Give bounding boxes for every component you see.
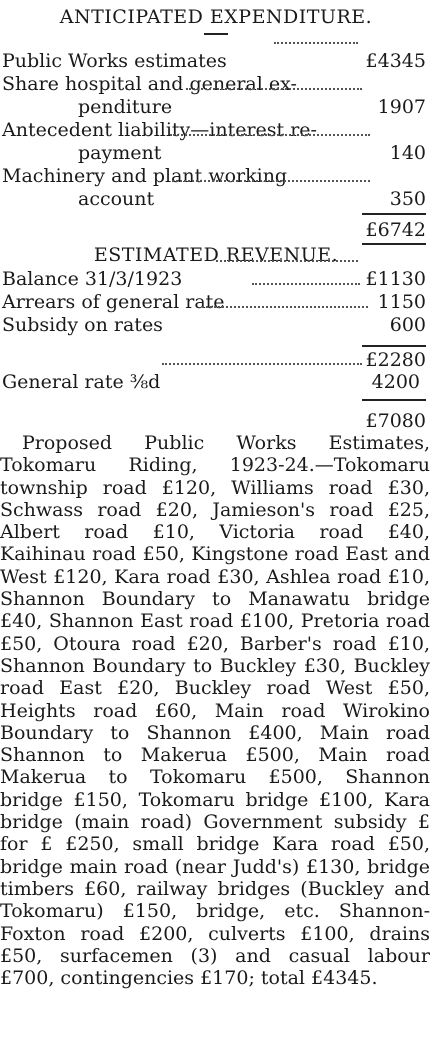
expenditure-amount: 140 — [389, 142, 426, 164]
leader-dots — [252, 283, 360, 285]
expenditure-label: payment — [78, 142, 162, 164]
revenue-label: Balance 31/3/1923 — [2, 268, 183, 290]
leader-dots — [186, 88, 362, 90]
leader-dots — [162, 363, 362, 365]
leader-dots — [170, 134, 370, 136]
revenue-amount: 600 — [389, 314, 426, 336]
expenditure-total: £6742 — [365, 219, 426, 241]
heading-rule — [204, 33, 228, 35]
revenue-label: Subsidy on rates — [2, 314, 163, 336]
expenditure-amount: £4345 — [365, 50, 426, 72]
revenue-subtotal: £2280 — [365, 349, 426, 371]
revenue-total: £7080 — [365, 410, 426, 432]
expenditure-amount: 350 — [389, 188, 426, 210]
leader-dots — [172, 180, 370, 182]
expenditure-label: penditure — [78, 96, 173, 118]
expenditure-heading: ANTICIPATED EXPENDITURE. — [59, 6, 373, 28]
public-works-estimates-paragraph: Proposed Public Works Estimates, Tokomaru Riding, 1923-24.—Tokomaru township road £120, Williams road £30, Schwass road £20, Jamieson's road £25, Albert road £10, Victoria road £40, Kaihinau road £50, Kingstone road East and West £120, Kara road £30, Ashlea road £10, Shannon Boundary to Manawatu bridge £40, Shannon East road £100, Pretoria road £50, Otoura road £20, Barber's road £10, Shannon Boundary to Buckley £30, Buckley road East £20, Buckley road West £50, Heights road £60, Main road Wirokino Boundary to Shannon £400, Main road Shannon to Makerua £500, Main road Makerua to Tokomaru £500, Shannon bridge £150, Tokomaru bridge £100, Kara bridge (main road) Government subsidy £ for £ £250, small bridge Kara road £50, bridge main road (near Judd's) £130, bridge timbers £60, railway bridges (Buckley and Tokomaru) £150, bridge, etc. Shannon-Foxton road £200, culverts £100, drains £50, surfacemen (3) and casual labour £700, contingencies £170; total £4345. — [0, 432, 430, 990]
expenditure-label: Machinery and plant working — [2, 165, 288, 187]
sum-rule — [362, 399, 426, 401]
general-rate-amount: 4200 — [371, 371, 420, 393]
revenue-heading: ESTIMATED REVENUE. — [93, 244, 339, 266]
expenditure-label: Share hospital and general ex- — [2, 73, 297, 95]
leader-dots — [274, 42, 358, 44]
sum-rule — [362, 345, 426, 347]
expenditure-label: Public Works estimates — [2, 50, 227, 72]
revenue-label: Arrears of general rate — [2, 291, 225, 313]
general-rate-label: General rate ⅜d — [2, 371, 161, 393]
sum-rule — [362, 213, 426, 215]
expenditure-label: account — [78, 188, 155, 210]
expenditure-label: Antecedent liability—interest re- — [2, 119, 317, 141]
revenue-amount: £1130 — [365, 268, 426, 290]
revenue-amount: 1150 — [377, 291, 426, 313]
expenditure-amount: 1907 — [377, 96, 426, 118]
leader-dots — [216, 260, 358, 262]
leader-dots — [202, 306, 368, 308]
